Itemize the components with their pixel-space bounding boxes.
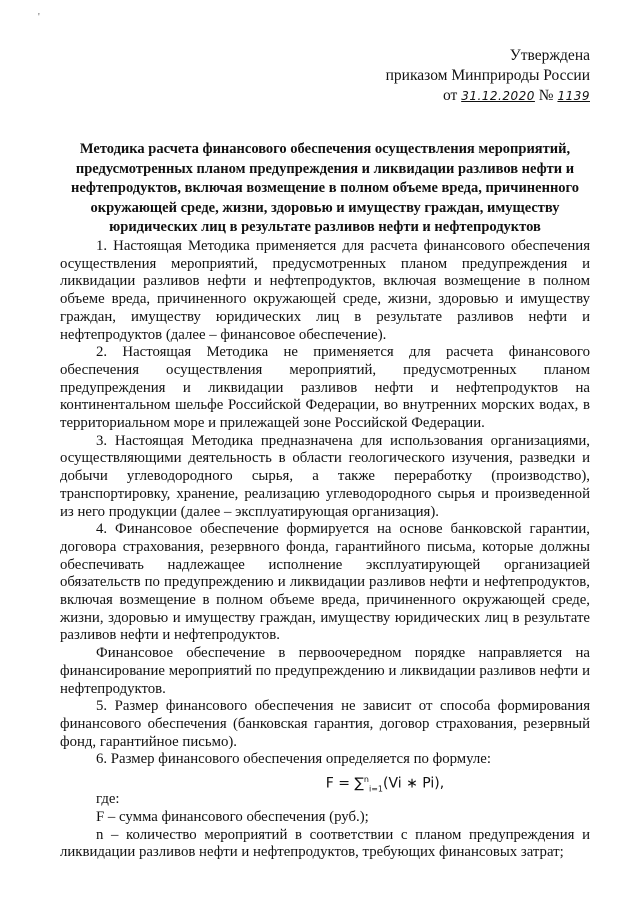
approval-line-1: Утверждена [509,47,590,64]
formula-sup: n [363,775,369,785]
approval-block [386,46,590,106]
paragraph-5: 5. Размер финансового обеспечения не зависит от способа формирования финансового обеспечения (банковская гарантия, договор страхования, резервный фонд, гарантийное письмо). [60,698,590,750]
paragraph-3: 3. Настоящая Методика предназначена для использования организациями, осуществляющими деятельность в области геологического изучения, разведки и добычи углеводородного сырья, а также переработку (производство), транспортировку, хранение, реализацию углеводородного сырья и произведенной из него продукции (далее – эксплуатирующая организация). [60,432,590,520]
paragraph-1: 1. Настоящая Методика применяется для расчета финансового обеспечения осуществления мероприятий, предусмотренных планом предупреждения и ликвидации разливов нефти и нефтепродуктов, включая возмещение в полном объеме вреда, причиненного окружающей среде, жизни, здоровью и имуществу граждан, имуществу юридических лиц в результате разливов нефти и нефтепродуктов (далее – финансовое обеспечение). [60,238,590,343]
where-label: где: [96,791,120,808]
formula-lhs: F = [325,775,355,792]
paragraph-4: 4. Финансовое обеспечение формируется на основе банковской гарантии, договора страхования, резервного фонда, гарантийного письма, которые должны обеспечивать надлежащее исполнение эксплуатирующей организацией обязательств по предупреждению и ликвидации разливов нефти и нефтепродуктов, включая возмещение в полном объеме вреда, причиненного окружающей среде, жизни, здоровью и имуществу граждан, имуществу юридических лиц в результате разливов нефти и нефтепродуктов. [60,521,590,644]
formula [60,769,590,794]
formula-sub: i=1 [368,784,383,794]
formula-rhs: (Vi ∗ Pi), [383,775,445,792]
approval-line-2: приказом Минприроды России [385,67,590,84]
formula-sum-symbol: ∑ [354,775,364,792]
approval-number: 1139 [557,89,590,103]
paragraph-2: 2. Настоящая Методика не применяется для расчета финансового обеспечения осуществления мероприятий, предусмотренных планом предупреждения и ликвидации разливов нефти и нефтепродуктов на континентальном шельфе Российской Федерации, во внутренних морских водах, в территориальном море и прилежащей зоне Российской Федерации. [60,344,590,432]
corner-mark: ' [38,12,40,23]
document-title: Методика расчета финансового обеспечения осуществления мероприятий, предусмотренных планом предупреждения и ликвидации разливов нефти и нефтепродуктов, включая возмещение в полном объеме вреда, причиненного окружающей среде, жизни, здоровью и имуществу граждан, имуществу юридических лиц в результате разливов нефти и нефтепродуктов [70,141,580,235]
paragraph-6: 6. Размер финансового обеспечения определяется по формуле: [96,751,491,768]
definition-f: F – сумма финансового обеспечения (руб.); [96,808,369,825]
approval-date-prefix: от [442,87,458,104]
paragraph-4-continued: Финансовое обеспечение в первоочередном порядке направляется на финансирование мероприятий по предупреждению и ликвидации разливов нефти и нефтепродуктов. [60,645,590,697]
document-body [60,238,590,862]
approval-line-3 [386,86,590,106]
definition-n: n – количество мероприятий в соответствии с планом предупреждения и ликвидации разливов нефти и нефтепродуктов, требующих финансовых затрат; [60,826,590,861]
approval-number-sign: № [538,87,554,104]
approval-date: 31.12.2020 [461,89,535,103]
